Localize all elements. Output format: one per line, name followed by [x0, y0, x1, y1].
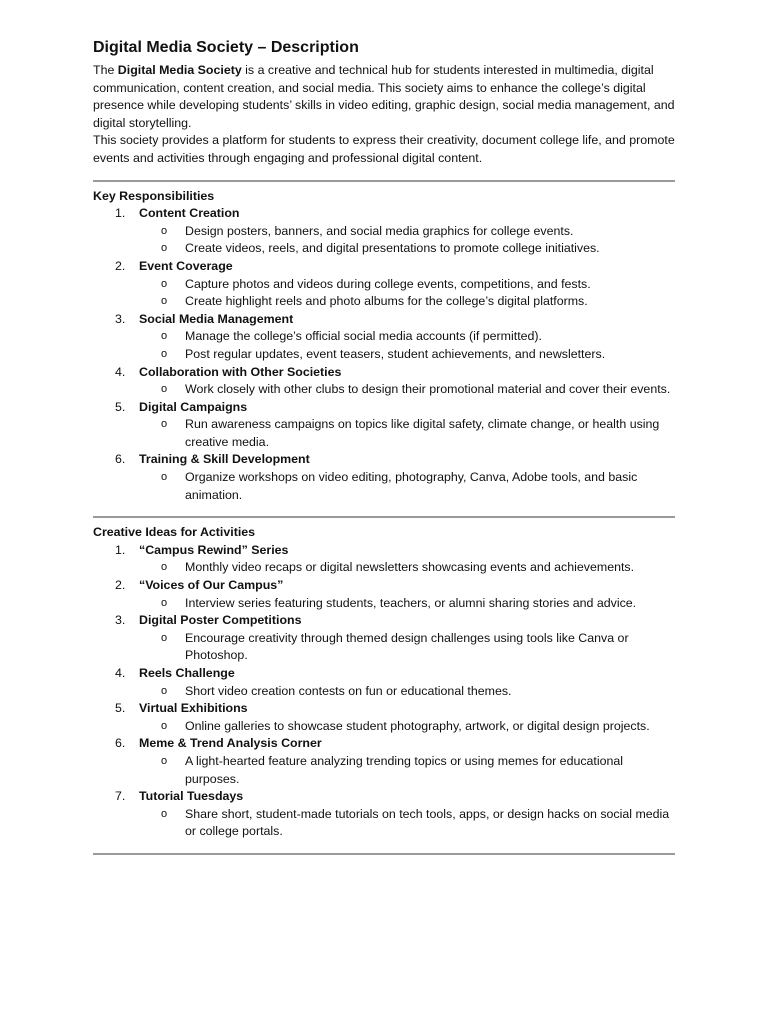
- list-number: 5.: [115, 701, 126, 716]
- sub-list: [139, 630, 675, 665]
- circle-bullet-icon: o: [161, 631, 168, 644]
- sub-list: [139, 469, 675, 504]
- item-title: Social Media Management: [139, 311, 294, 326]
- list-number: 1.: [115, 206, 126, 221]
- intro-rest: is a creative and technical hub for students interested in multimedia, digital communication, content creation, and social media. This society aims to enhance the college’s digital presence while developing students’ skills in video editing, graphic design, social media management, and digital storytelling.: [93, 63, 675, 130]
- circle-bullet-icon: o: [161, 807, 168, 820]
- item-title: Reels Challenge: [139, 666, 235, 680]
- circle-bullet-icon: o: [161, 561, 168, 574]
- intro-prefix: The: [93, 63, 118, 77]
- ideas-list: [93, 542, 675, 841]
- sub-list: [139, 718, 675, 736]
- sub-item: [139, 240, 675, 258]
- sub-item-text: Interview series featuring students, teachers, or alumni sharing stories and advice.: [185, 595, 637, 610]
- list-number: 6.: [115, 452, 126, 467]
- list-item: [93, 665, 675, 700]
- list-item: [93, 542, 675, 577]
- sub-item-text: Organize workshops on video editing, photography, Canva, Adobe tools, and basic animation.: [185, 470, 638, 502]
- sub-item: [139, 416, 675, 451]
- sub-item: [139, 276, 675, 294]
- section-divider: [93, 180, 675, 182]
- item-title: Meme & Trend Analysis Corner: [139, 736, 322, 751]
- sub-list: [139, 328, 675, 363]
- list-item: [93, 205, 675, 258]
- intro-paragraph-2: This society provides a platform for students to express their creativity, document college life, and promote events and activities through engaging and professional digital content.: [93, 133, 675, 165]
- list-item: [93, 788, 675, 841]
- sub-item: [139, 630, 675, 665]
- ideas-section: [93, 524, 675, 841]
- sub-item-text: Monthly video recaps or digital newsletters showcasing events and achievements.: [185, 560, 635, 575]
- sub-list: [139, 223, 675, 258]
- sub-item-text: Manage the college’s official social media accounts (if permitted).: [185, 329, 542, 344]
- sub-item-text: Design posters, banners, and social media graphics for college events.: [185, 223, 574, 238]
- circle-bullet-icon: o: [161, 295, 168, 308]
- sub-list: [139, 381, 675, 399]
- document-content: [93, 38, 675, 861]
- item-title: Digital Campaigns: [139, 399, 248, 414]
- list-number: 1.: [115, 542, 126, 557]
- circle-bullet-icon: o: [161, 418, 168, 431]
- sub-item: [139, 683, 675, 701]
- list-number: 4.: [115, 666, 126, 680]
- sub-item: [139, 223, 675, 241]
- sub-list: [139, 806, 675, 841]
- circle-bullet-icon: o: [161, 684, 168, 697]
- sub-item-text: Create videos, reels, and digital presentations to promote college initiatives.: [185, 241, 600, 256]
- item-title: “Voices of Our Campus”: [139, 578, 284, 593]
- item-title: Content Creation: [139, 206, 240, 221]
- responsibilities-list: [93, 205, 675, 504]
- list-number: 4.: [115, 364, 126, 379]
- circle-bullet-icon: o: [161, 596, 168, 609]
- sub-list: [139, 416, 675, 451]
- sub-item-text: A light-hearted feature analyzing trending topics or using memes for educational purposes.: [185, 753, 624, 786]
- list-item: [93, 577, 675, 612]
- section-divider: [93, 853, 675, 855]
- list-number: 2.: [115, 578, 126, 593]
- circle-bullet-icon: o: [161, 224, 168, 237]
- item-title: Event Coverage: [139, 258, 233, 273]
- page-title: Digital Media Society – Description: [93, 39, 359, 56]
- intro-paragraph-1: [93, 62, 675, 132]
- sub-item: [139, 718, 675, 736]
- sub-item: [139, 559, 675, 577]
- responsibilities-section: [93, 188, 675, 505]
- sub-item-text: Run awareness campaigns on topics like digital safety, climate change, or health using creative media.: [185, 417, 660, 449]
- society-name: Digital Media Society: [117, 63, 242, 77]
- list-number: 5.: [115, 399, 126, 414]
- sub-item: [139, 753, 675, 788]
- circle-bullet-icon: o: [161, 330, 168, 343]
- sub-item-text: Online galleries to showcase student photography, artwork, or digital design projects.: [185, 718, 650, 733]
- sub-item: [139, 293, 675, 311]
- sub-list: [139, 753, 675, 788]
- sub-item: [139, 328, 675, 346]
- item-title: Virtual Exhibitions: [139, 701, 248, 716]
- sub-item-text: Short video creation contests on fun or educational themes.: [185, 683, 512, 698]
- circle-bullet-icon: o: [161, 242, 168, 255]
- sub-item-text: Share short, student-made tutorials on tech tools, apps, or design hacks on social media or college portals.: [185, 806, 670, 839]
- list-number: 6.: [115, 736, 126, 751]
- list-item: [93, 451, 675, 504]
- circle-bullet-icon: o: [161, 277, 168, 290]
- list-item: [93, 735, 675, 788]
- circle-bullet-icon: o: [161, 471, 168, 484]
- sub-list: [139, 683, 675, 701]
- sub-item: [139, 346, 675, 364]
- list-item: [93, 311, 675, 364]
- list-item: [93, 612, 675, 665]
- item-title: “Campus Rewind” Series: [139, 542, 289, 557]
- list-item: [93, 399, 675, 452]
- list-number: 7.: [115, 789, 126, 804]
- circle-bullet-icon: o: [161, 347, 168, 360]
- list-number: 3.: [115, 311, 126, 326]
- sub-item-text: Encourage creativity through themed design challenges using tools like Canva or Photoshop.: [185, 630, 629, 663]
- ideas-heading: Creative Ideas for Activities: [93, 525, 256, 540]
- sub-item-text: Create highlight reels and photo albums for the college’s digital platforms.: [185, 294, 588, 309]
- sub-item: [139, 595, 675, 613]
- item-title: Collaboration with Other Societies: [139, 364, 342, 379]
- list-item: [93, 364, 675, 399]
- item-title: Digital Poster Competitions: [139, 613, 302, 628]
- item-title: Training & Skill Development: [139, 452, 310, 467]
- section-divider: [93, 516, 675, 518]
- sub-item: [139, 381, 675, 399]
- list-item: [93, 700, 675, 735]
- list-number: 2.: [115, 258, 126, 273]
- item-title: Tutorial Tuesdays: [139, 789, 244, 804]
- sub-item: [139, 806, 675, 841]
- sub-list: [139, 559, 675, 577]
- responsibilities-heading: Key Responsibilities: [93, 188, 215, 203]
- sub-list: [139, 276, 675, 311]
- list-item: [93, 258, 675, 311]
- list-number: 3.: [115, 613, 126, 628]
- circle-bullet-icon: o: [161, 754, 168, 767]
- sub-item: [139, 469, 675, 504]
- sub-list: [139, 595, 675, 613]
- sub-item-text: Capture photos and videos during college events, competitions, and fests.: [185, 276, 591, 291]
- circle-bullet-icon: o: [161, 719, 168, 732]
- sub-item-text: Post regular updates, event teasers, student achievements, and newsletters.: [185, 346, 606, 361]
- sub-item-text: Work closely with other clubs to design their promotional material and cover their events.: [185, 382, 671, 397]
- circle-bullet-icon: o: [161, 383, 168, 396]
